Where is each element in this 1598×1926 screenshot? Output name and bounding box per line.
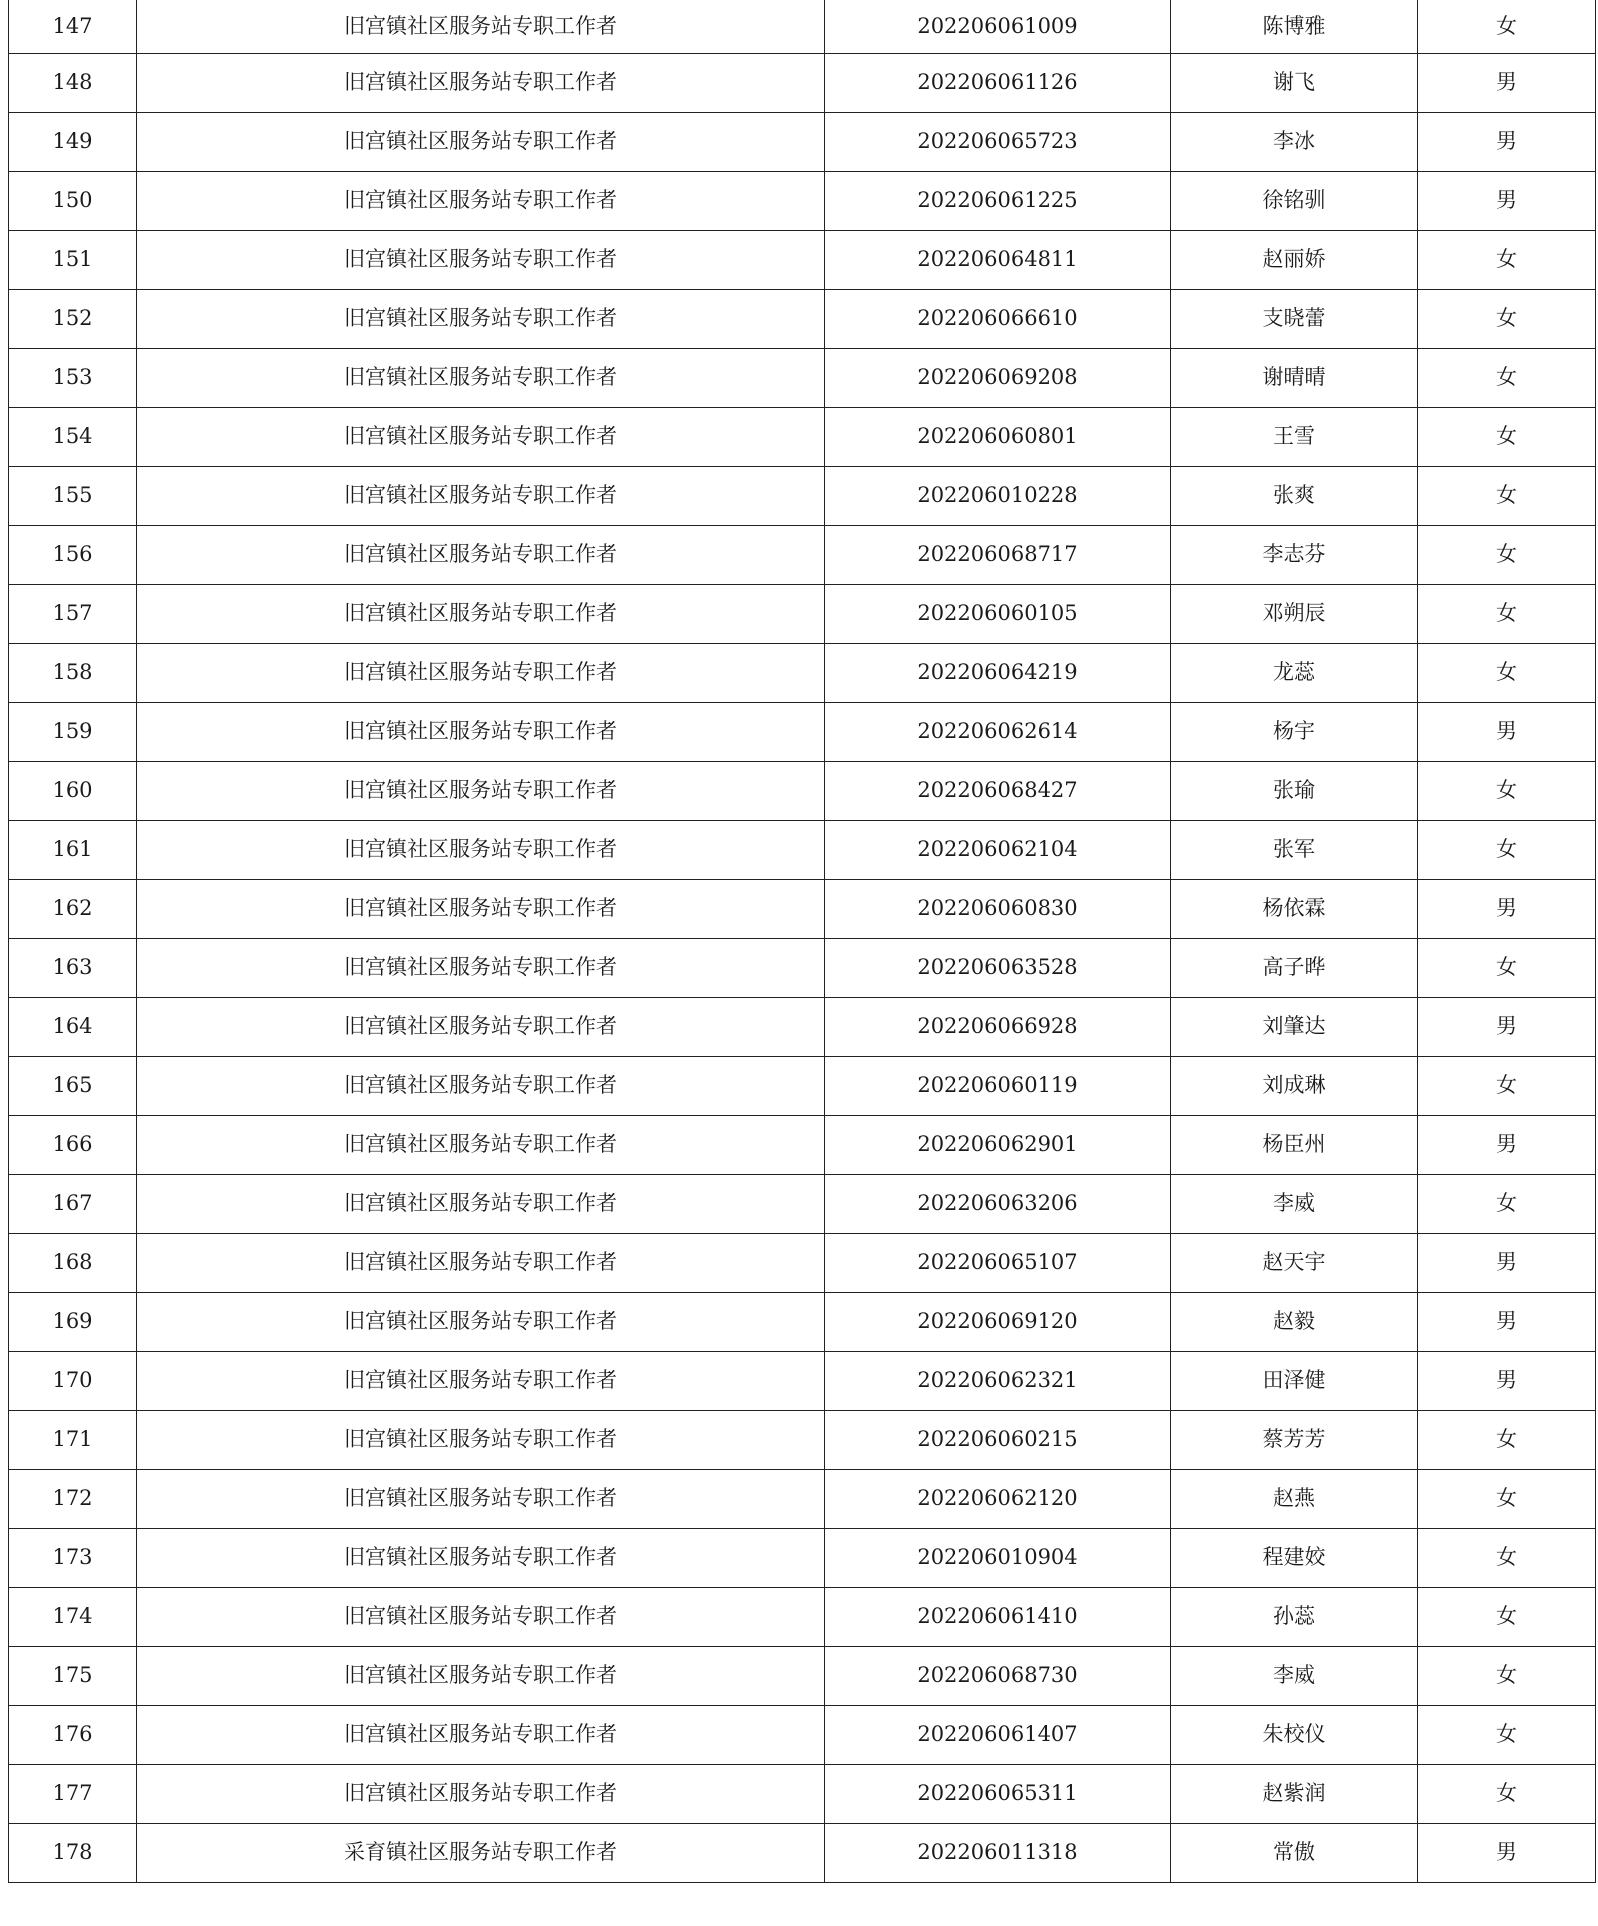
cell-seq: 158 xyxy=(9,643,137,702)
table-row xyxy=(9,1174,1596,1233)
cell-gender: 男 xyxy=(1418,112,1596,171)
cell-exam-id: 202206060105 xyxy=(825,584,1171,643)
cell-seq: 160 xyxy=(9,761,137,820)
cell-name: 赵天宇 xyxy=(1171,1233,1418,1292)
candidate-table xyxy=(8,0,1596,1883)
cell-seq: 151 xyxy=(9,230,137,289)
cell-exam-id: 202206062321 xyxy=(825,1351,1171,1410)
cell-gender: 女 xyxy=(1418,466,1596,525)
cell-seq: 148 xyxy=(9,53,137,112)
table-row xyxy=(9,230,1596,289)
cell-exam-id: 202206010904 xyxy=(825,1528,1171,1587)
cell-exam-id: 202206068717 xyxy=(825,525,1171,584)
cell-position: 旧宫镇社区服务站专职工作者 xyxy=(137,879,825,938)
cell-position: 旧宫镇社区服务站专职工作者 xyxy=(137,643,825,702)
cell-gender: 女 xyxy=(1418,0,1596,53)
cell-position: 旧宫镇社区服务站专职工作者 xyxy=(137,407,825,466)
cell-exam-id: 202206061410 xyxy=(825,1587,1171,1646)
cell-exam-id: 202206069120 xyxy=(825,1292,1171,1351)
cell-gender: 女 xyxy=(1418,1528,1596,1587)
table-row xyxy=(9,997,1596,1056)
cell-name: 蔡芳芳 xyxy=(1171,1410,1418,1469)
cell-position: 旧宫镇社区服务站专职工作者 xyxy=(137,702,825,761)
cell-gender: 女 xyxy=(1418,1056,1596,1115)
cell-gender: 女 xyxy=(1418,348,1596,407)
cell-exam-id: 202206068427 xyxy=(825,761,1171,820)
cell-position: 旧宫镇社区服务站专职工作者 xyxy=(137,761,825,820)
cell-gender: 女 xyxy=(1418,230,1596,289)
cell-gender: 男 xyxy=(1418,879,1596,938)
table-row xyxy=(9,1587,1596,1646)
table-row xyxy=(9,1528,1596,1587)
cell-position: 旧宫镇社区服务站专职工作者 xyxy=(137,1764,825,1823)
table-row xyxy=(9,112,1596,171)
table-row xyxy=(9,525,1596,584)
cell-exam-id: 202206060830 xyxy=(825,879,1171,938)
cell-gender: 女 xyxy=(1418,1410,1596,1469)
cell-gender: 男 xyxy=(1418,1115,1596,1174)
cell-seq: 152 xyxy=(9,289,137,348)
cell-gender: 女 xyxy=(1418,525,1596,584)
cell-seq: 164 xyxy=(9,997,137,1056)
cell-seq: 150 xyxy=(9,171,137,230)
cell-name: 谢晴晴 xyxy=(1171,348,1418,407)
table-row xyxy=(9,761,1596,820)
cell-seq: 163 xyxy=(9,938,137,997)
cell-exam-id: 202206010228 xyxy=(825,466,1171,525)
cell-position: 旧宫镇社区服务站专职工作者 xyxy=(137,171,825,230)
cell-seq: 157 xyxy=(9,584,137,643)
cell-position: 旧宫镇社区服务站专职工作者 xyxy=(137,348,825,407)
cell-seq: 169 xyxy=(9,1292,137,1351)
table-row xyxy=(9,938,1596,997)
cell-seq: 175 xyxy=(9,1646,137,1705)
cell-name: 李冰 xyxy=(1171,112,1418,171)
cell-position: 旧宫镇社区服务站专职工作者 xyxy=(137,1410,825,1469)
cell-position: 旧宫镇社区服务站专职工作者 xyxy=(137,53,825,112)
cell-exam-id: 202206066610 xyxy=(825,289,1171,348)
cell-name: 赵丽娇 xyxy=(1171,230,1418,289)
cell-seq: 177 xyxy=(9,1764,137,1823)
cell-position: 旧宫镇社区服务站专职工作者 xyxy=(137,1056,825,1115)
table-row xyxy=(9,584,1596,643)
cell-name: 张瑜 xyxy=(1171,761,1418,820)
cell-name: 李威 xyxy=(1171,1646,1418,1705)
cell-seq: 162 xyxy=(9,879,137,938)
cell-gender: 男 xyxy=(1418,1351,1596,1410)
cell-name: 程建姣 xyxy=(1171,1528,1418,1587)
cell-gender: 女 xyxy=(1418,820,1596,879)
cell-name: 张军 xyxy=(1171,820,1418,879)
cell-seq: 155 xyxy=(9,466,137,525)
table-row xyxy=(9,1646,1596,1705)
cell-position: 旧宫镇社区服务站专职工作者 xyxy=(137,112,825,171)
table-row xyxy=(9,1115,1596,1174)
cell-position: 旧宫镇社区服务站专职工作者 xyxy=(137,1292,825,1351)
cell-exam-id: 202206062614 xyxy=(825,702,1171,761)
cell-name: 刘肇达 xyxy=(1171,997,1418,1056)
table-row xyxy=(9,1233,1596,1292)
table-row xyxy=(9,1351,1596,1410)
table-row xyxy=(9,466,1596,525)
cell-gender: 男 xyxy=(1418,53,1596,112)
cell-gender: 女 xyxy=(1418,1646,1596,1705)
cell-gender: 女 xyxy=(1418,407,1596,466)
cell-gender: 女 xyxy=(1418,1764,1596,1823)
cell-seq: 174 xyxy=(9,1587,137,1646)
cell-exam-id: 202206063528 xyxy=(825,938,1171,997)
cell-name: 赵毅 xyxy=(1171,1292,1418,1351)
cell-gender: 男 xyxy=(1418,1233,1596,1292)
cell-name: 李志芬 xyxy=(1171,525,1418,584)
cell-name: 孙蕊 xyxy=(1171,1587,1418,1646)
cell-position: 旧宫镇社区服务站专职工作者 xyxy=(137,997,825,1056)
cell-exam-id: 202206069208 xyxy=(825,348,1171,407)
cell-name: 赵燕 xyxy=(1171,1469,1418,1528)
cell-name: 朱校仪 xyxy=(1171,1705,1418,1764)
table-row xyxy=(9,1292,1596,1351)
cell-position: 旧宫镇社区服务站专职工作者 xyxy=(137,820,825,879)
cell-gender: 男 xyxy=(1418,1823,1596,1882)
cell-position: 旧宫镇社区服务站专职工作者 xyxy=(137,1115,825,1174)
cell-name: 张爽 xyxy=(1171,466,1418,525)
cell-seq: 176 xyxy=(9,1705,137,1764)
cell-gender: 男 xyxy=(1418,171,1596,230)
cell-name: 徐铭驯 xyxy=(1171,171,1418,230)
table-row xyxy=(9,1823,1596,1882)
cell-position: 旧宫镇社区服务站专职工作者 xyxy=(137,1469,825,1528)
cell-gender: 女 xyxy=(1418,289,1596,348)
table-row xyxy=(9,1764,1596,1823)
cell-seq: 159 xyxy=(9,702,137,761)
cell-exam-id: 202206011318 xyxy=(825,1823,1171,1882)
cell-name: 杨依霖 xyxy=(1171,879,1418,938)
cell-exam-id: 202206068730 xyxy=(825,1646,1171,1705)
cell-position: 旧宫镇社区服务站专职工作者 xyxy=(137,938,825,997)
cell-position: 旧宫镇社区服务站专职工作者 xyxy=(137,1587,825,1646)
cell-position: 旧宫镇社区服务站专职工作者 xyxy=(137,584,825,643)
cell-gender: 男 xyxy=(1418,702,1596,761)
cell-position: 旧宫镇社区服务站专职工作者 xyxy=(137,1351,825,1410)
cell-exam-id: 202206065107 xyxy=(825,1233,1171,1292)
cell-exam-id: 202206061225 xyxy=(825,171,1171,230)
cell-seq: 166 xyxy=(9,1115,137,1174)
cell-name: 龙蕊 xyxy=(1171,643,1418,702)
cell-gender: 男 xyxy=(1418,997,1596,1056)
cell-name: 杨宇 xyxy=(1171,702,1418,761)
cell-gender: 女 xyxy=(1418,1174,1596,1233)
cell-seq: 173 xyxy=(9,1528,137,1587)
table-row xyxy=(9,879,1596,938)
cell-name: 陈博雅 xyxy=(1171,0,1418,53)
cell-name: 谢飞 xyxy=(1171,53,1418,112)
cell-name: 支晓蕾 xyxy=(1171,289,1418,348)
table-row xyxy=(9,1469,1596,1528)
cell-gender: 女 xyxy=(1418,1587,1596,1646)
cell-seq: 170 xyxy=(9,1351,137,1410)
table-row xyxy=(9,643,1596,702)
cell-name: 李威 xyxy=(1171,1174,1418,1233)
cell-gender: 女 xyxy=(1418,1469,1596,1528)
cell-exam-id: 202206062120 xyxy=(825,1469,1171,1528)
cell-exam-id: 202206065723 xyxy=(825,112,1171,171)
cell-name: 赵紫润 xyxy=(1171,1764,1418,1823)
table-row xyxy=(9,1410,1596,1469)
cell-seq: 167 xyxy=(9,1174,137,1233)
cell-name: 邓朔辰 xyxy=(1171,584,1418,643)
cell-position: 旧宫镇社区服务站专职工作者 xyxy=(137,1528,825,1587)
cell-seq: 153 xyxy=(9,348,137,407)
cell-position: 旧宫镇社区服务站专职工作者 xyxy=(137,0,825,53)
cell-seq: 161 xyxy=(9,820,137,879)
cell-seq: 171 xyxy=(9,1410,137,1469)
cell-name: 高子晔 xyxy=(1171,938,1418,997)
cell-gender: 女 xyxy=(1418,1705,1596,1764)
cell-position: 采育镇社区服务站专职工作者 xyxy=(137,1823,825,1882)
cell-seq: 168 xyxy=(9,1233,137,1292)
table-row xyxy=(9,820,1596,879)
cell-seq: 172 xyxy=(9,1469,137,1528)
cell-seq: 178 xyxy=(9,1823,137,1882)
cell-exam-id: 202206062901 xyxy=(825,1115,1171,1174)
cell-exam-id: 202206061407 xyxy=(825,1705,1171,1764)
cell-gender: 女 xyxy=(1418,643,1596,702)
cell-exam-id: 202206060215 xyxy=(825,1410,1171,1469)
cell-exam-id: 202206064811 xyxy=(825,230,1171,289)
table-row xyxy=(9,1705,1596,1764)
cell-exam-id: 202206064219 xyxy=(825,643,1171,702)
cell-position: 旧宫镇社区服务站专职工作者 xyxy=(137,1646,825,1705)
table-row xyxy=(9,0,1596,53)
cell-exam-id: 202206063206 xyxy=(825,1174,1171,1233)
cell-gender: 男 xyxy=(1418,1292,1596,1351)
cell-exam-id: 202206061126 xyxy=(825,53,1171,112)
cell-seq: 156 xyxy=(9,525,137,584)
cell-position: 旧宫镇社区服务站专职工作者 xyxy=(137,525,825,584)
table-row xyxy=(9,1056,1596,1115)
cell-position: 旧宫镇社区服务站专职工作者 xyxy=(137,1174,825,1233)
cell-exam-id: 202206066928 xyxy=(825,997,1171,1056)
cell-position: 旧宫镇社区服务站专职工作者 xyxy=(137,1705,825,1764)
cell-position: 旧宫镇社区服务站专职工作者 xyxy=(137,289,825,348)
cell-position: 旧宫镇社区服务站专职工作者 xyxy=(137,1233,825,1292)
cell-name: 田泽健 xyxy=(1171,1351,1418,1410)
cell-position: 旧宫镇社区服务站专职工作者 xyxy=(137,230,825,289)
table-row xyxy=(9,53,1596,112)
cell-name: 杨臣州 xyxy=(1171,1115,1418,1174)
cell-gender: 女 xyxy=(1418,761,1596,820)
cell-name: 常傲 xyxy=(1171,1823,1418,1882)
cell-seq: 149 xyxy=(9,112,137,171)
cell-name: 王雪 xyxy=(1171,407,1418,466)
cell-exam-id: 202206060119 xyxy=(825,1056,1171,1115)
table-row xyxy=(9,289,1596,348)
table-row xyxy=(9,702,1596,761)
cell-exam-id: 202206061009 xyxy=(825,0,1171,53)
table-body xyxy=(9,0,1596,1882)
cell-seq: 165 xyxy=(9,1056,137,1115)
cell-gender: 女 xyxy=(1418,938,1596,997)
cell-exam-id: 202206060801 xyxy=(825,407,1171,466)
table-row xyxy=(9,407,1596,466)
cell-position: 旧宫镇社区服务站专职工作者 xyxy=(137,466,825,525)
cell-seq: 154 xyxy=(9,407,137,466)
cell-exam-id: 202206065311 xyxy=(825,1764,1171,1823)
table-row xyxy=(9,348,1596,407)
table-row xyxy=(9,171,1596,230)
cell-gender: 女 xyxy=(1418,584,1596,643)
cell-seq: 147 xyxy=(9,0,137,53)
cell-name: 刘成琳 xyxy=(1171,1056,1418,1115)
cell-exam-id: 202206062104 xyxy=(825,820,1171,879)
